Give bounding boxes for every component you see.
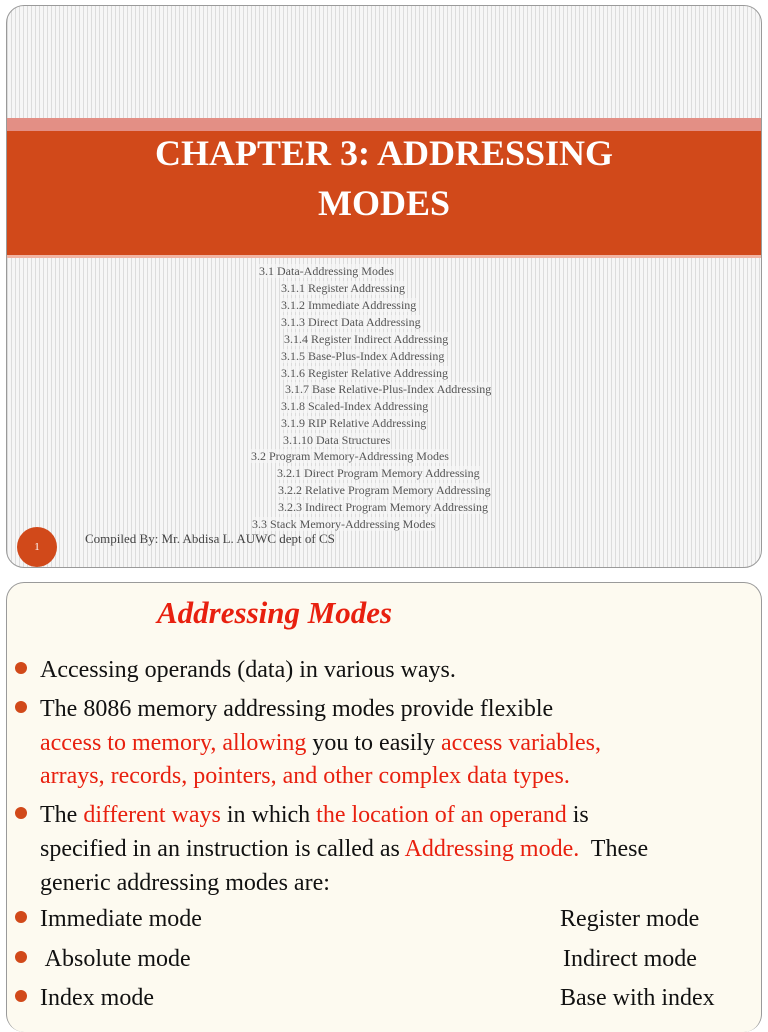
bullet-text-line xyxy=(40,832,648,866)
mode-item: Absolute mode xyxy=(40,946,191,972)
toc-item: 3.1.2 Immediate Addressing xyxy=(281,298,417,312)
bullet-icon xyxy=(15,662,27,674)
bullet-text: generic addressing modes are: xyxy=(40,870,330,896)
plain-text: in which xyxy=(220,802,317,828)
content-slide xyxy=(6,582,762,1032)
toc-item: 3.1.10 Data Structures xyxy=(283,433,391,447)
highlight-text: the location of an operand xyxy=(316,802,567,828)
highlight-text: arrays, records, pointers, and other complex data types. xyxy=(40,763,570,789)
toc-item: 3.1.7 Base Relative-Plus-Index Addressing xyxy=(285,382,492,396)
toc-item: 3.1.5 Base-Plus-Index Addressing xyxy=(281,349,445,363)
mode-item: Indirect mode xyxy=(563,946,697,972)
title-band xyxy=(7,118,761,258)
highlight-text: access to memory, allowing xyxy=(40,730,307,756)
bullet-text-line xyxy=(40,798,589,832)
plain-text: These xyxy=(579,836,649,862)
bullet-icon xyxy=(15,990,27,1002)
toc-item: 3.2.1 Direct Program Memory Addressing xyxy=(277,466,480,480)
plain-text: specified in an instruction is called as xyxy=(40,836,405,862)
toc-item: 3.2.3 Indirect Program Memory Addressing xyxy=(278,500,488,514)
page-number-badge: 1 xyxy=(17,527,57,567)
title-band-bottom-line xyxy=(7,255,761,258)
toc-item: 3.1.4 Register Indirect Addressing xyxy=(284,332,449,346)
mode-item: Immediate mode xyxy=(40,906,202,932)
title-slide xyxy=(6,5,762,568)
toc-item: 3.2.2 Relative Program Memory Addressing xyxy=(278,483,491,497)
toc-item: 3.1.1 Register Addressing xyxy=(281,281,405,295)
highlight-text: different ways xyxy=(83,802,221,828)
slide-title-line-2: MODES xyxy=(317,183,450,223)
mode-item: Index mode xyxy=(40,985,154,1011)
bullet-icon xyxy=(15,911,27,923)
mode-item: Base with index xyxy=(560,985,715,1011)
plain-text: you to easily xyxy=(306,730,442,756)
toc-item: 3.1.8 Scaled-Index Addressing xyxy=(281,399,429,413)
bullet-text: Accessing operands (data) in various ways. xyxy=(40,657,456,683)
bullet-text: The 8086 memory addressing modes provide flexible xyxy=(40,696,554,722)
highlight-text: access variables, xyxy=(441,730,601,756)
toc-item: 3.1.9 RIP Relative Addressing xyxy=(281,416,427,430)
highlight-text: Addressing mode. xyxy=(404,836,580,862)
slide-heading: Addressing Modes xyxy=(157,595,393,630)
bullet-icon xyxy=(15,701,27,713)
toc-item: 3.2 Program Memory-Addressing Modes xyxy=(251,449,449,463)
bullet-icon xyxy=(15,951,27,963)
bullet-icon xyxy=(15,807,27,819)
toc-item: 3.3 Stack Memory-Addressing Modes xyxy=(252,517,436,531)
plain-text: is xyxy=(566,802,589,828)
toc-item: 3.1.3 Direct Data Addressing xyxy=(281,315,421,329)
slide-title xyxy=(7,128,761,228)
toc-item: 3.1 Data-Addressing Modes xyxy=(259,264,394,278)
mode-item: Register mode xyxy=(560,906,700,932)
slide-title-line-1: CHAPTER 3: ADDRESSING xyxy=(154,133,614,173)
plain-text: The xyxy=(40,802,84,828)
slide-footer: Compiled By: Mr. Abdisa L. AUWC dept of CS xyxy=(85,531,335,546)
toc-item: 3.1.6 Register Relative Addressing xyxy=(281,366,448,380)
bullet-text-line xyxy=(40,726,601,760)
